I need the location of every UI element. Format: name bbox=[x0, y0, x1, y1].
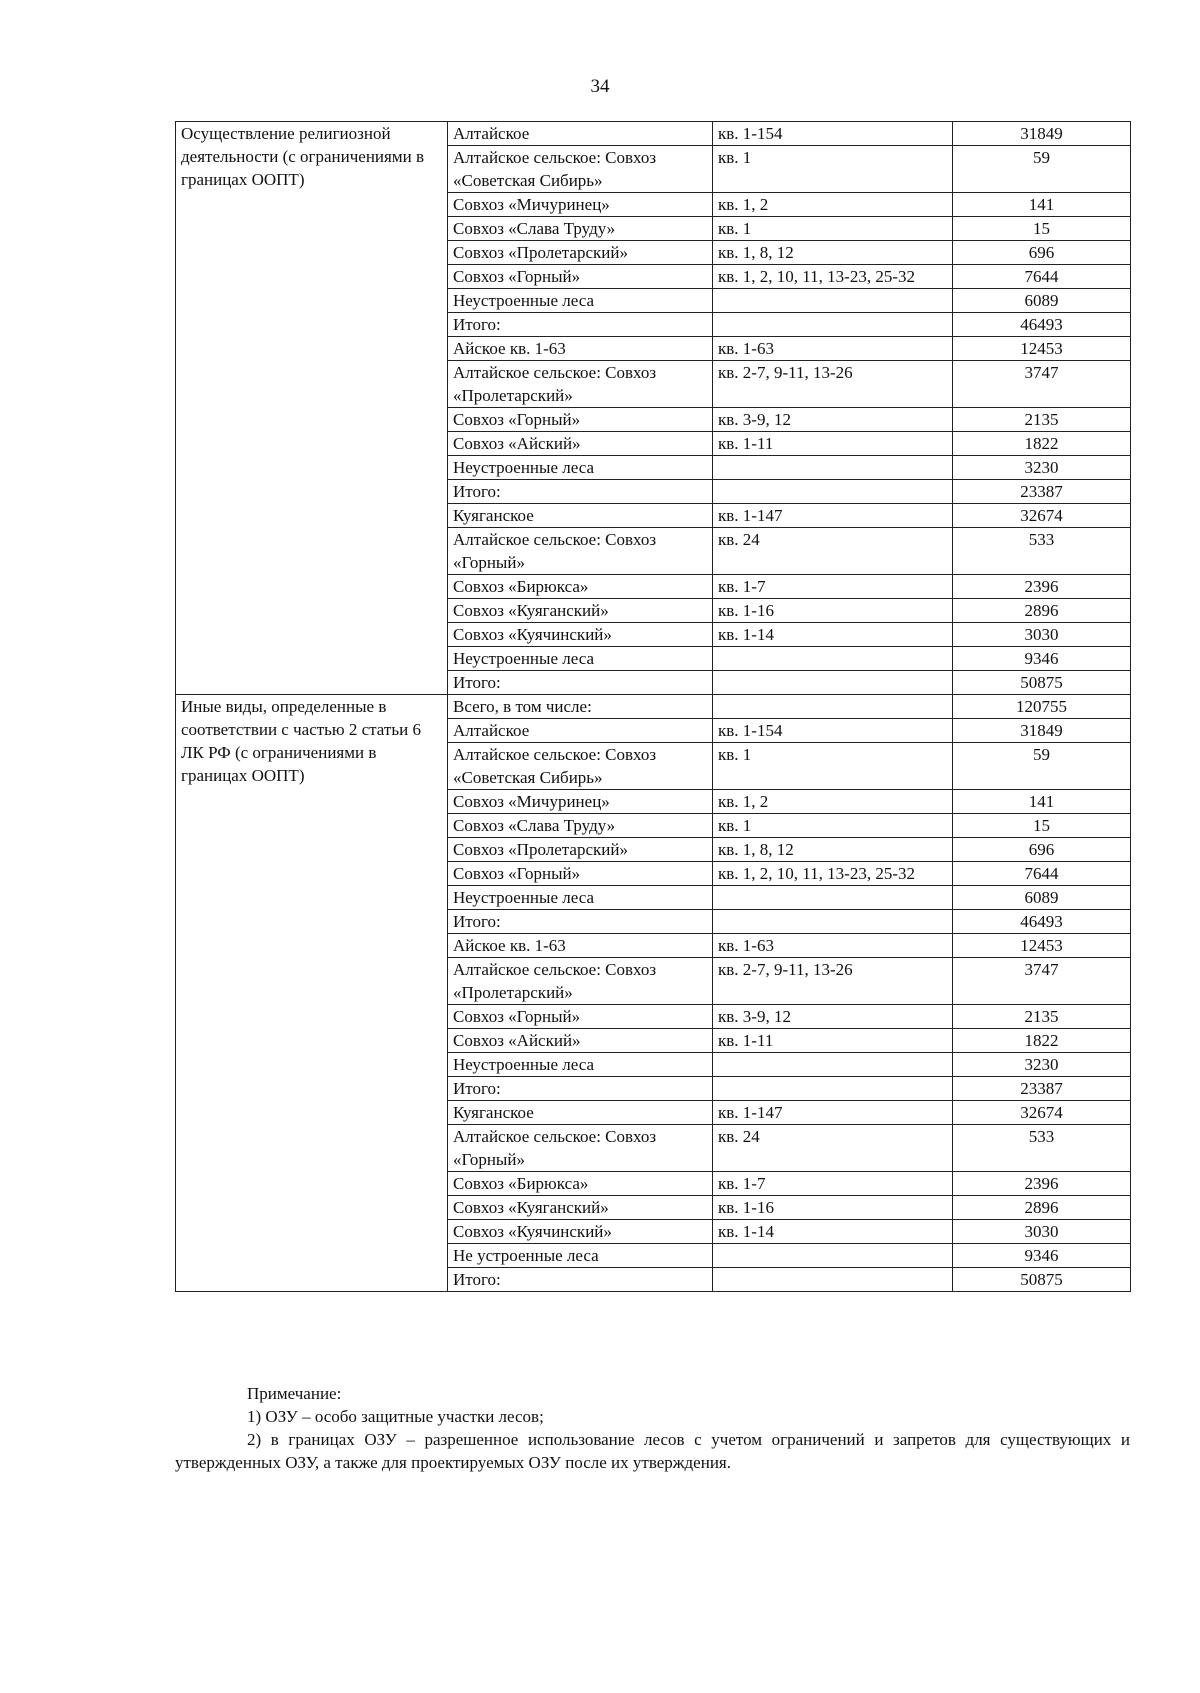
area-cell: 3030 bbox=[953, 1220, 1131, 1244]
quarters-cell: кв. 1, 8, 12 bbox=[713, 241, 953, 265]
notes-block bbox=[175, 1382, 1130, 1474]
forestry-name-cell: Неустроенные леса bbox=[448, 456, 713, 480]
area-cell: 6089 bbox=[953, 886, 1131, 910]
quarters-cell: кв. 1-16 bbox=[713, 1196, 953, 1220]
quarters-cell bbox=[713, 1053, 953, 1077]
area-cell: 46493 bbox=[953, 910, 1131, 934]
forestry-name-cell: Совхоз «Мичуринец» bbox=[448, 790, 713, 814]
forestry-name-cell: Неустроенные леса bbox=[448, 886, 713, 910]
area-cell: 2396 bbox=[953, 575, 1131, 599]
use-type-cell: Иные виды, определенные в соответствии с частью 2 статьи 6 ЛК РФ (с ограничениями в границах ООПТ) bbox=[176, 695, 448, 1292]
forestry-name-cell: Алтайское сельское: Совхоз «Советская Сибирь» bbox=[448, 743, 713, 790]
forestry-name-cell: Совхоз «Горный» bbox=[448, 265, 713, 289]
area-cell: 23387 bbox=[953, 1077, 1131, 1101]
quarters-cell bbox=[713, 886, 953, 910]
note-item: 1) ОЗУ – особо защитные участки лесов; bbox=[247, 1407, 544, 1426]
quarters-cell bbox=[713, 695, 953, 719]
quarters-cell: кв. 1, 2, 10, 11, 13-23, 25-32 bbox=[713, 862, 953, 886]
area-cell: 12453 bbox=[953, 337, 1131, 361]
forestry-name-cell: Куяганское bbox=[448, 504, 713, 528]
forestry-name-cell: Итого: bbox=[448, 910, 713, 934]
forestry-name-cell: Итого: bbox=[448, 313, 713, 337]
quarters-cell: кв. 1-14 bbox=[713, 1220, 953, 1244]
forestry-name-cell: Итого: bbox=[448, 480, 713, 504]
forestry-name-cell: Алтайское bbox=[448, 122, 713, 146]
forestry-name-cell: Неустроенные леса bbox=[448, 289, 713, 313]
quarters-cell: кв. 1-11 bbox=[713, 432, 953, 456]
area-cell: 3030 bbox=[953, 623, 1131, 647]
quarters-cell: кв. 1-154 bbox=[713, 719, 953, 743]
area-cell: 141 bbox=[953, 193, 1131, 217]
area-cell: 2896 bbox=[953, 1196, 1131, 1220]
area-cell: 31849 bbox=[953, 122, 1131, 146]
area-cell: 15 bbox=[953, 814, 1131, 838]
area-cell: 12453 bbox=[953, 934, 1131, 958]
quarters-cell: кв. 1 bbox=[713, 743, 953, 790]
area-cell: 120755 bbox=[953, 695, 1131, 719]
quarters-cell: кв. 1 bbox=[713, 146, 953, 193]
area-cell: 50875 bbox=[953, 1268, 1131, 1292]
quarters-cell: кв. 1-11 bbox=[713, 1029, 953, 1053]
quarters-cell bbox=[713, 313, 953, 337]
area-cell: 2135 bbox=[953, 1005, 1131, 1029]
area-cell: 32674 bbox=[953, 504, 1131, 528]
forestry-name-cell: Алтайское сельское: Совхоз «Советская Сибирь» bbox=[448, 146, 713, 193]
note-item: 2) в границах ОЗУ – разрешенное использование лесов с учетом ограничений и запретов для существующих и утвержденных ОЗУ, а также для проектируемых ОЗУ после их утверждения. bbox=[175, 1430, 1130, 1472]
area-cell: 9346 bbox=[953, 647, 1131, 671]
area-cell: 15 bbox=[953, 217, 1131, 241]
area-cell: 7644 bbox=[953, 862, 1131, 886]
area-cell: 32674 bbox=[953, 1101, 1131, 1125]
quarters-cell bbox=[713, 480, 953, 504]
area-cell: 1822 bbox=[953, 432, 1131, 456]
forestry-name-cell: Неустроенные леса bbox=[448, 647, 713, 671]
quarters-cell: кв. 1 bbox=[713, 217, 953, 241]
forestry-name-cell: Алтайское сельское: Совхоз «Пролетарский» bbox=[448, 958, 713, 1005]
area-cell: 59 bbox=[953, 743, 1131, 790]
quarters-cell: кв. 1-63 bbox=[713, 934, 953, 958]
quarters-cell: кв. 1-63 bbox=[713, 337, 953, 361]
forestry-name-cell: Совхоз «Айский» bbox=[448, 432, 713, 456]
area-cell: 7644 bbox=[953, 265, 1131, 289]
quarters-cell bbox=[713, 1077, 953, 1101]
forestry-name-cell: Совхоз «Куячинский» bbox=[448, 1220, 713, 1244]
quarters-cell: кв. 24 bbox=[713, 1125, 953, 1172]
forestry-name-cell: Итого: bbox=[448, 1268, 713, 1292]
forestry-name-cell: Совхоз «Айский» bbox=[448, 1029, 713, 1053]
forestry-name-cell: Совхоз «Пролетарский» bbox=[448, 241, 713, 265]
forestry-name-cell: Айское кв. 1-63 bbox=[448, 337, 713, 361]
forestry-name-cell: Совхоз «Куяганский» bbox=[448, 599, 713, 623]
forestry-name-cell: Совхоз «Слава Труду» bbox=[448, 814, 713, 838]
forestry-name-cell: Совхоз «Бирюкса» bbox=[448, 575, 713, 599]
area-cell: 696 bbox=[953, 838, 1131, 862]
area-cell: 3747 bbox=[953, 361, 1131, 408]
quarters-cell bbox=[713, 456, 953, 480]
forestry-name-cell: Итого: bbox=[448, 1077, 713, 1101]
area-cell: 533 bbox=[953, 528, 1131, 575]
quarters-cell: кв. 1 bbox=[713, 814, 953, 838]
forestry-name-cell: Неустроенные леса bbox=[448, 1053, 713, 1077]
notes-heading: Примечание: bbox=[247, 1384, 342, 1403]
forestry-name-cell: Итого: bbox=[448, 671, 713, 695]
quarters-cell: кв. 1, 2 bbox=[713, 193, 953, 217]
page-number: 34 bbox=[590, 76, 610, 97]
forestry-name-cell: Совхоз «Слава Труду» bbox=[448, 217, 713, 241]
forestry-name-cell: Совхоз «Пролетарский» bbox=[448, 838, 713, 862]
area-cell: 1822 bbox=[953, 1029, 1131, 1053]
area-cell: 9346 bbox=[953, 1244, 1131, 1268]
quarters-cell: кв. 1, 2, 10, 11, 13-23, 25-32 bbox=[713, 265, 953, 289]
area-cell: 696 bbox=[953, 241, 1131, 265]
quarters-cell: кв. 1-147 bbox=[713, 1101, 953, 1125]
quarters-cell bbox=[713, 647, 953, 671]
forestry-name-cell: Айское кв. 1-63 bbox=[448, 934, 713, 958]
forestry-name-cell: Алтайское сельское: Совхоз «Пролетарский» bbox=[448, 361, 713, 408]
area-cell: 3230 bbox=[953, 456, 1131, 480]
area-cell: 2396 bbox=[953, 1172, 1131, 1196]
quarters-cell: кв. 1-7 bbox=[713, 1172, 953, 1196]
quarters-cell bbox=[713, 671, 953, 695]
area-cell: 46493 bbox=[953, 313, 1131, 337]
quarters-cell bbox=[713, 910, 953, 934]
forest-use-table bbox=[175, 121, 1131, 1292]
forestry-name-cell: Совхоз «Мичуринец» bbox=[448, 193, 713, 217]
table-row bbox=[176, 122, 1131, 146]
quarters-cell bbox=[713, 289, 953, 313]
forestry-name-cell: Совхоз «Бирюкса» bbox=[448, 1172, 713, 1196]
forestry-name-cell: Совхоз «Горный» bbox=[448, 408, 713, 432]
area-cell: 3747 bbox=[953, 958, 1131, 1005]
table-row bbox=[176, 695, 1131, 719]
area-cell: 3230 bbox=[953, 1053, 1131, 1077]
quarters-cell bbox=[713, 1244, 953, 1268]
area-cell: 59 bbox=[953, 146, 1131, 193]
forestry-name-cell: Совхоз «Горный» bbox=[448, 1005, 713, 1029]
quarters-cell: кв. 1-7 bbox=[713, 575, 953, 599]
forestry-name-cell: Алтайское сельское: Совхоз «Горный» bbox=[448, 528, 713, 575]
quarters-cell: кв. 1, 2 bbox=[713, 790, 953, 814]
quarters-cell: кв. 1-16 bbox=[713, 599, 953, 623]
forestry-name-cell: Куяганское bbox=[448, 1101, 713, 1125]
forestry-name-cell: Алтайское сельское: Совхоз «Горный» bbox=[448, 1125, 713, 1172]
quarters-cell: кв. 3-9, 12 bbox=[713, 1005, 953, 1029]
forestry-name-cell: Всего, в том числе: bbox=[448, 695, 713, 719]
table-body bbox=[176, 122, 1131, 1292]
area-cell: 6089 bbox=[953, 289, 1131, 313]
quarters-cell: кв. 1-147 bbox=[713, 504, 953, 528]
area-cell: 50875 bbox=[953, 671, 1131, 695]
area-cell: 31849 bbox=[953, 719, 1131, 743]
area-cell: 2135 bbox=[953, 408, 1131, 432]
forestry-name-cell: Алтайское bbox=[448, 719, 713, 743]
quarters-cell: кв. 1-14 bbox=[713, 623, 953, 647]
forestry-name-cell: Совхоз «Куяганский» bbox=[448, 1196, 713, 1220]
use-type-cell: Осуществление религиозной деятельности (с ограничениями в границах ООПТ) bbox=[176, 122, 448, 695]
quarters-cell: кв. 2-7, 9-11, 13-26 bbox=[713, 958, 953, 1005]
quarters-cell: кв. 1-154 bbox=[713, 122, 953, 146]
quarters-cell: кв. 1, 8, 12 bbox=[713, 838, 953, 862]
area-cell: 533 bbox=[953, 1125, 1131, 1172]
forestry-name-cell: Не устроенные леса bbox=[448, 1244, 713, 1268]
area-cell: 23387 bbox=[953, 480, 1131, 504]
quarters-cell bbox=[713, 1268, 953, 1292]
area-cell: 2896 bbox=[953, 599, 1131, 623]
forestry-name-cell: Совхоз «Куячинский» bbox=[448, 623, 713, 647]
forestry-name-cell: Совхоз «Горный» bbox=[448, 862, 713, 886]
quarters-cell: кв. 2-7, 9-11, 13-26 bbox=[713, 361, 953, 408]
quarters-cell: кв. 3-9, 12 bbox=[713, 408, 953, 432]
area-cell: 141 bbox=[953, 790, 1131, 814]
quarters-cell: кв. 24 bbox=[713, 528, 953, 575]
